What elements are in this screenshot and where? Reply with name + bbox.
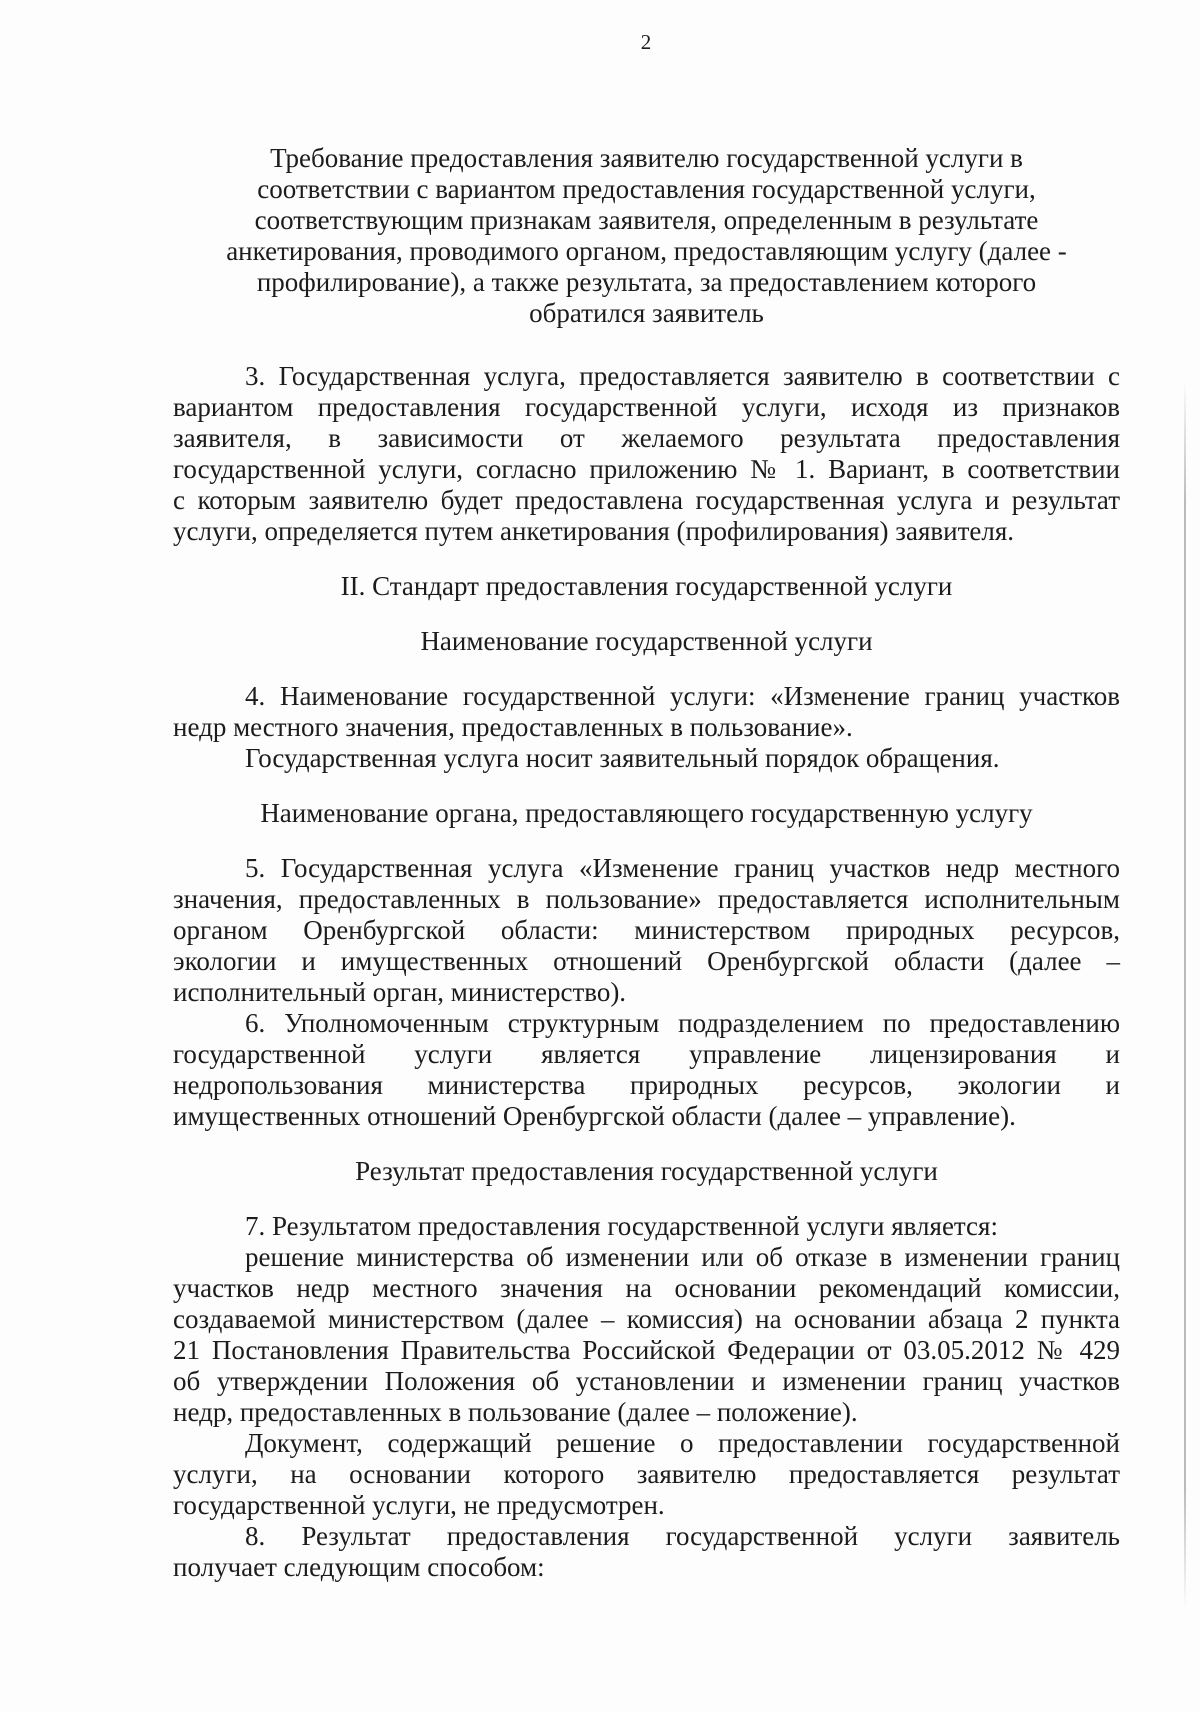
paragraph-line: заявителя, в зависимости от желаемого результата предоставления [173, 423, 1120, 453]
paragraph-7 [173, 1211, 1120, 1242]
paragraph-line: 4. Наименование государственной услуги: «Изменение границ участков [245, 681, 1120, 711]
paragraph-line: значения, предоставленных в пользование» предоставляется исполнительным [173, 884, 1120, 914]
paragraph-line: недр местного значения, предоставленных в пользование». [173, 712, 853, 742]
scan-edge-shadow [1184, 380, 1186, 1610]
paragraph-line: услуги, на основании которого заявителю предоставляется результат [173, 1459, 1120, 1489]
paragraph-line: получает следующим способом: [173, 1552, 545, 1582]
document-body [173, 143, 1120, 1583]
paragraph-line: 7. Результатом предоставления государственной услуги является: [245, 1211, 998, 1241]
heading-line: профилирование), а также результата, за предоставлением которого [256, 267, 1037, 297]
paragraph-line: создаваемой министерством (далее – комиссия) на основании абзаца 2 пункта [173, 1304, 1120, 1334]
paragraph-7-decision [173, 1242, 1120, 1428]
heading-line: соответствии с вариантом предоставления государственной услуги, [257, 174, 1036, 204]
paragraph-line: недропользования министерства природных ресурсов, экологии и [173, 1070, 1120, 1100]
paragraph-line: 8. Результат предоставления государственной услуги заявитель [245, 1521, 1120, 1551]
paragraph-line: Документ, содержащий решение о предоставлении государственной [245, 1428, 1120, 1458]
paragraph-4 [173, 681, 1120, 774]
paragraph-6 [173, 1008, 1120, 1132]
paragraph-line: услуги, определяется путем анкетирования (профилирования) заявителя. [173, 516, 1014, 546]
heading-line: анкетирования, проводимого органом, предоставляющим услугу (далее - [226, 236, 1067, 266]
paragraph-line: органом Оренбургской области: министерством природных ресурсов, [173, 915, 1120, 945]
paragraph-line: Государственная услуга носит заявительный порядок обращения. [245, 743, 1000, 773]
paragraph-7-document [173, 1428, 1120, 1521]
heading-line: обратился заявитель [529, 298, 764, 328]
paragraph-5 [173, 853, 1120, 1008]
paragraph-line: 3. Государственная услуга, предоставляется заявителю в соответствии с [245, 361, 1120, 391]
paragraph-3 [173, 361, 1120, 547]
subtitle-service-result: Результат предоставления государственной услуги [355, 1156, 938, 1186]
paragraph-line: 21 Постановления Правительства Российской Федерации от 03.05.2012 № 429 [173, 1335, 1120, 1365]
subtitle-service-name: Наименование государственной услуги [420, 626, 873, 656]
page-number: 2 [640, 30, 652, 54]
paragraph-line: решение министерства об изменении или об отказе в изменении границ [245, 1242, 1120, 1272]
paragraph-line: недр, предоставленных в пользование (далее – положение). [173, 1397, 858, 1427]
section-2-title: II. Стандарт предоставления государственной услуги [340, 571, 953, 601]
section-heading [173, 143, 1120, 329]
paragraph-line: экологии и имущественных отношений Оренбургской области (далее – [173, 946, 1120, 976]
paragraph-line: исполнительный орган, министерство). [173, 977, 627, 1007]
paragraph-line: с которым заявителю будет предоставлена государственная услуга и результат [173, 485, 1120, 515]
heading-line: Требование предоставления заявителю государственной услуги в [270, 143, 1023, 173]
paragraph-line: государственной услуги, не предусмотрен. [173, 1490, 665, 1520]
paragraph-line: 6. Уполномоченным структурным подразделением по предоставлению [245, 1008, 1120, 1038]
paragraph-line: имущественных отношений Оренбургской области (далее – управление). [173, 1101, 1016, 1131]
paragraph-line: участков недр местного значения на основании рекомендаций комиссии, [173, 1273, 1120, 1303]
heading-line: соответствующим признакам заявителя, определенным в результате [254, 205, 1039, 235]
paragraph-line: об утверждении Положения об установлении и изменении границ участков [173, 1366, 1120, 1396]
paragraph-line: государственной услуги является управление лицензирования и [173, 1039, 1120, 1069]
subtitle-providing-organ: Наименование органа, предоставляющего государственную услугу [260, 798, 1033, 828]
paragraph-line: государственной услуги, согласно приложению № 1. Вариант, в соответствии [173, 454, 1120, 484]
paragraph-8 [173, 1521, 1120, 1583]
paragraph-line: 5. Государственная услуга «Изменение границ участков недр местного [245, 853, 1120, 883]
paragraph-line: вариантом предоставления государственной услуги, исходя из признаков [173, 392, 1120, 422]
